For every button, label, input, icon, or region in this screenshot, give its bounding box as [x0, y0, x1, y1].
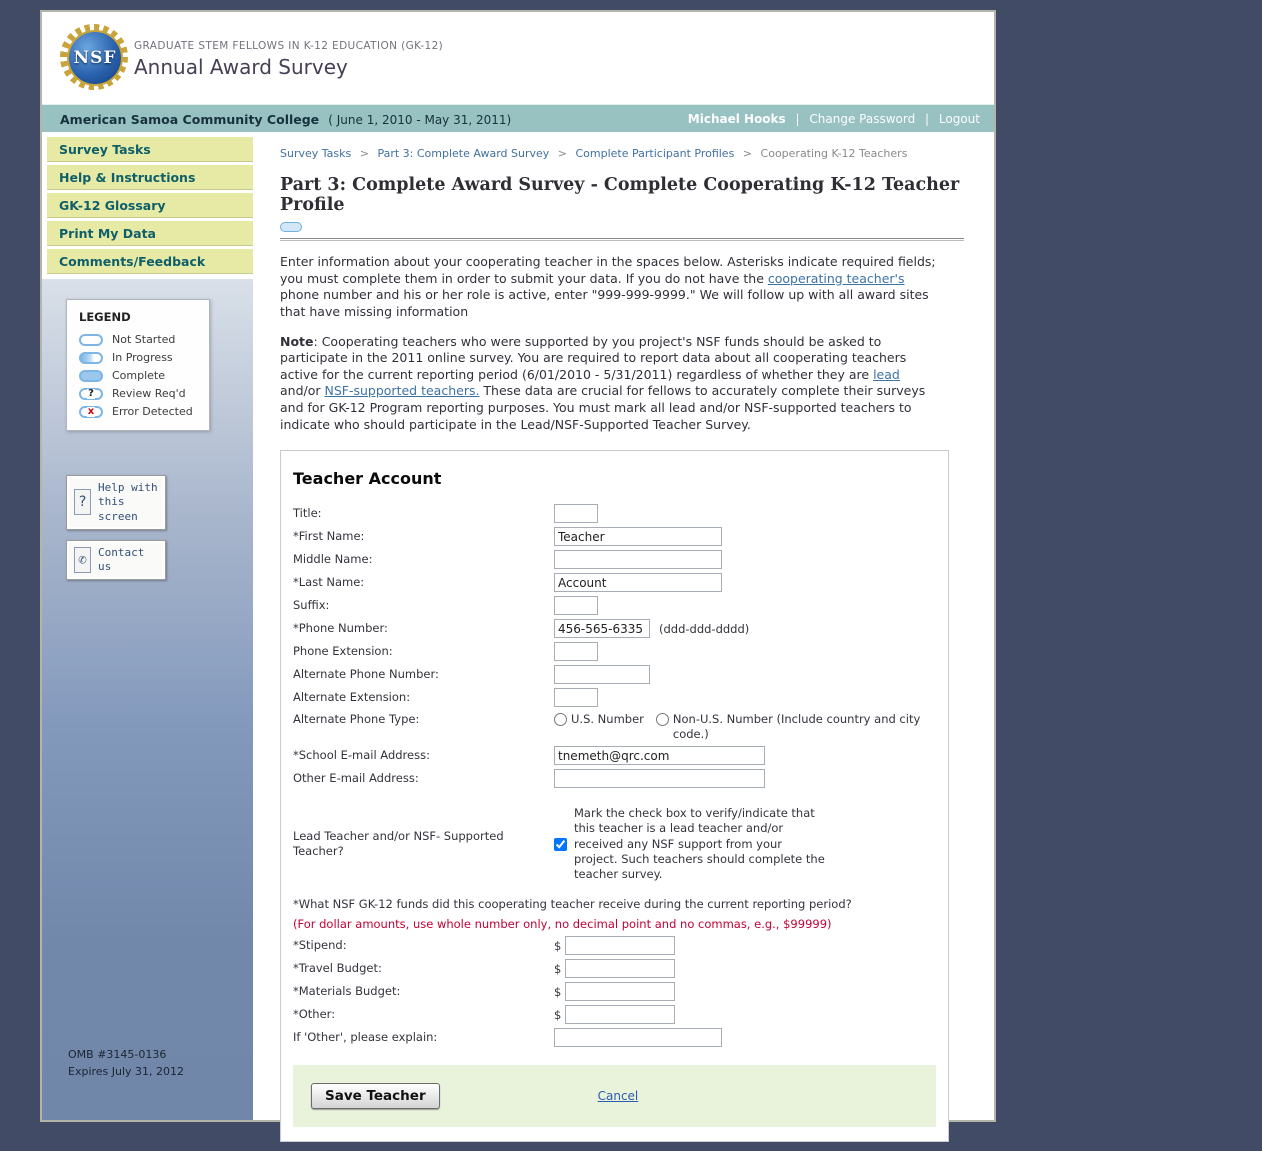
travel-budget-input[interactable] [565, 959, 675, 978]
title-divider [280, 238, 964, 241]
breadcrumb-separator: > [557, 147, 567, 160]
change-password-link[interactable]: Change Password [809, 111, 916, 126]
sidebar-item-gk12-glossary[interactable]: GK-12 Glossary [47, 193, 253, 218]
form-row-alt-phone-type [293, 712, 936, 744]
page-title: Part 3: Complete Award Survey - Complete Cooperating K-12 Teacher Profile [280, 175, 960, 215]
first-name-input[interactable] [554, 527, 722, 546]
alt-ext-label: Alternate Extension: [293, 690, 411, 705]
app-title: Annual Award Survey [134, 55, 348, 79]
form-row-alt-ext [293, 686, 936, 709]
other-explain-input[interactable] [554, 1028, 722, 1047]
pill-in-progress-icon [79, 352, 103, 364]
award-info [60, 109, 511, 128]
omb-expiry: Expires July 31, 2012 [68, 1064, 185, 1078]
breadcrumb [280, 147, 970, 160]
funds-question: *What NSF GK-12 funds did this cooperating teacher receive during the current reporting period? [293, 897, 852, 912]
omb-number: OMB #3145-0136 [68, 1047, 167, 1061]
help-button-label: Help with this screen [98, 481, 158, 523]
legend-item [79, 351, 205, 364]
alt-ext-input[interactable] [554, 688, 598, 707]
materials-budget-input[interactable] [565, 982, 675, 1001]
user-name: Michael Hooks [687, 111, 786, 126]
funds-format-note: (For dollar amounts, use whole number only, no decimal point and no commas, e.g., $99999) [293, 917, 832, 932]
form-row-first-name [293, 525, 936, 548]
sidebar-item-comments-feedback[interactable]: Comments/Feedback [47, 249, 253, 274]
phone-ext-input[interactable] [554, 642, 598, 661]
form-row-materials [293, 980, 936, 1003]
phone-label: *Phone Number: [293, 621, 388, 636]
intro-paragraph: Enter information about your cooperating teacher in the spaces below. Asterisks indicate required fields; you must complete them in order to submit your data. If you do not have the cooperating teacher's phone number and his or her role is active, enter "999-999-9999." We will follow up with all award sites that have missing information [280, 254, 936, 319]
materials-budget-label: *Materials Budget: [293, 984, 401, 999]
other-email-input[interactable] [554, 769, 765, 788]
legend-label: In Progress [112, 351, 173, 364]
sidebar-item-help-instructions[interactable]: Help & Instructions [47, 165, 253, 190]
status-pill-icon [280, 222, 302, 232]
form-row-phone [293, 617, 936, 640]
program-name: GRADUATE STEM FELLOWS IN K-12 EDUCATION (GK-12) [134, 40, 444, 52]
breadcrumb-survey-tasks[interactable]: Survey Tasks [280, 147, 352, 160]
middle-name-input[interactable] [554, 550, 722, 569]
form-row-school-email [293, 744, 936, 767]
pill-error-icon: x [79, 406, 103, 418]
nsf-logo-text: NSF [73, 48, 117, 68]
phone-input[interactable] [554, 619, 650, 638]
legend-title: LEGEND [79, 310, 131, 324]
nsf-supported-teachers-link[interactable]: NSF-supported teachers. [324, 383, 480, 399]
award-period: ( June 1, 2010 - May 31, 2011) [328, 113, 512, 127]
school-email-input[interactable] [554, 746, 765, 765]
app-window [40, 10, 996, 1122]
lead-teacher-label: Lead Teacher and/or NSF- Supported Teacher? [293, 829, 504, 859]
legend-item [79, 387, 205, 400]
first-name-label: *First Name: [293, 529, 365, 544]
alt-phone-label: Alternate Phone Number: [293, 667, 439, 682]
last-name-input[interactable] [554, 573, 722, 592]
other-email-label: Other E-mail Address: [293, 771, 419, 786]
contact-button-label: Contact us [98, 545, 145, 574]
form-row-stipend [293, 934, 936, 957]
suffix-input[interactable] [554, 596, 598, 615]
separator: | [795, 111, 800, 126]
legend-item [79, 405, 205, 418]
form-row-other-email [293, 767, 936, 790]
note-paragraph: Note: Cooperating teachers who were supported by you project's NSF funds should be asked to participate in the 2011 online survey. You are required to report data about all cooperating teachers active for the current reporting period (6/01/2010 - 5/31/2011) regardless of whether they are lead and/or NSF-supported teachers. These data are crucial for fellows to accurately complete their surveys and for GK-12 Program reporting purposes. You must mark all lead and/or NSF-supported teachers to indicate who should participate in the Lead/NSF-Supported Teacher Survey. [280, 333, 926, 432]
sidebar-item-survey-tasks[interactable]: Survey Tasks [47, 137, 253, 162]
breadcrumb-separator: > [742, 147, 753, 160]
legend-label: Review Req'd [112, 387, 186, 400]
non-us-number-radio[interactable] [656, 713, 669, 726]
save-teacher-button[interactable]: Save Teacher [311, 1083, 440, 1109]
form-row-phone-ext [293, 640, 936, 663]
form-row-lead-teacher [293, 806, 936, 882]
form-row-travel [293, 957, 936, 980]
user-links [688, 112, 980, 126]
pill-complete-icon [79, 370, 103, 382]
pill-not-started-icon [79, 334, 103, 346]
dollar-sign: $ [554, 1007, 562, 1022]
question-icon: ? [74, 489, 91, 515]
teacher-account-panel [280, 450, 949, 1142]
logout-link[interactable]: Logout [938, 111, 980, 126]
omb-notice [68, 1046, 184, 1080]
us-number-radio[interactable] [554, 713, 567, 726]
form-footer [293, 1065, 936, 1127]
help-button[interactable] [66, 475, 166, 530]
form-row-middle-name [293, 548, 936, 571]
non-us-number-label: Non-U.S. Number (Include country and city code.) [672, 712, 921, 742]
form-row-suffix [293, 594, 936, 617]
travel-budget-label: *Travel Budget: [293, 961, 382, 976]
breadcrumb-part3[interactable]: Part 3: Complete Award Survey [377, 147, 550, 160]
school-email-label: *School E-mail Address: [293, 748, 430, 763]
header [42, 12, 994, 104]
alt-phone-type-label: Alternate Phone Type: [293, 712, 420, 727]
legend-label: Not Started [112, 333, 176, 346]
sidebar-menu [42, 132, 253, 279]
phone-format-hint: (ddd-ddd-dddd) [659, 621, 750, 636]
dollar-sign: $ [554, 961, 562, 976]
header-text [134, 40, 443, 79]
legend-item [79, 333, 205, 346]
other-funds-label: *Other: [293, 1007, 336, 1022]
middle-name-label: Middle Name: [293, 552, 373, 567]
breadcrumb-current: Cooperating K-12 Teachers [760, 147, 908, 160]
pill-review-icon: ? [79, 388, 103, 400]
dollar-sign: $ [554, 938, 562, 953]
legend-label: Complete [112, 369, 166, 382]
content-area [42, 132, 994, 1120]
us-number-option[interactable] [554, 712, 644, 726]
other-explain-label: If 'Other', please explain: [293, 1030, 438, 1045]
us-number-label: U.S. Number [571, 712, 644, 727]
lead-teacher-description: Mark the check box to verify/indicate that this teacher is a lead teacher and/or received any NSF support from your project. Such teachers should complete the teacher survey. [574, 806, 825, 881]
title-label: Title: [293, 506, 322, 521]
sidebar [42, 132, 253, 1120]
cooperating-teachers-link[interactable]: cooperating teacher's [767, 270, 905, 286]
cancel-link[interactable]: Cancel [597, 1089, 639, 1104]
title-input[interactable] [554, 504, 598, 523]
legend-item [79, 369, 205, 382]
stipend-label: *Stipend: [293, 938, 347, 953]
breadcrumb-separator: > [359, 147, 369, 160]
panel-heading: Teacher Account [293, 469, 442, 489]
nsf-globe-icon [67, 30, 123, 86]
lead-link[interactable]: lead [873, 366, 900, 382]
suffix-label: Suffix: [293, 598, 330, 613]
institution-name: American Samoa Community College [60, 112, 320, 127]
award-bar [42, 104, 994, 132]
separator: | [925, 111, 930, 126]
alt-phone-input[interactable] [554, 665, 650, 684]
form-row-last-name [293, 571, 936, 594]
non-us-number-option[interactable] [656, 712, 923, 742]
dollar-sign: $ [554, 984, 562, 999]
contact-button[interactable] [66, 540, 166, 581]
sidebar-item-print-my-data[interactable]: Print My Data [47, 221, 253, 246]
other-funds-input[interactable] [565, 1005, 675, 1024]
form-row-title [293, 502, 936, 525]
note-label: Note [280, 333, 314, 349]
form-row-other-explain [293, 1026, 936, 1049]
nsf-logo [60, 24, 128, 90]
main-content [253, 132, 994, 1120]
breadcrumb-participant-profiles[interactable]: Complete Participant Profiles [575, 147, 735, 160]
form-row-other-funds [293, 1003, 936, 1026]
stipend-input[interactable] [565, 936, 675, 955]
phone-ext-label: Phone Extension: [293, 644, 393, 659]
lead-teacher-checkbox[interactable] [554, 838, 567, 851]
legend-label: Error Detected [112, 405, 193, 418]
legend [66, 299, 210, 431]
form-row-alt-phone [293, 663, 936, 686]
phone-icon: ✆ [74, 547, 91, 573]
last-name-label: *Last Name: [293, 575, 365, 590]
